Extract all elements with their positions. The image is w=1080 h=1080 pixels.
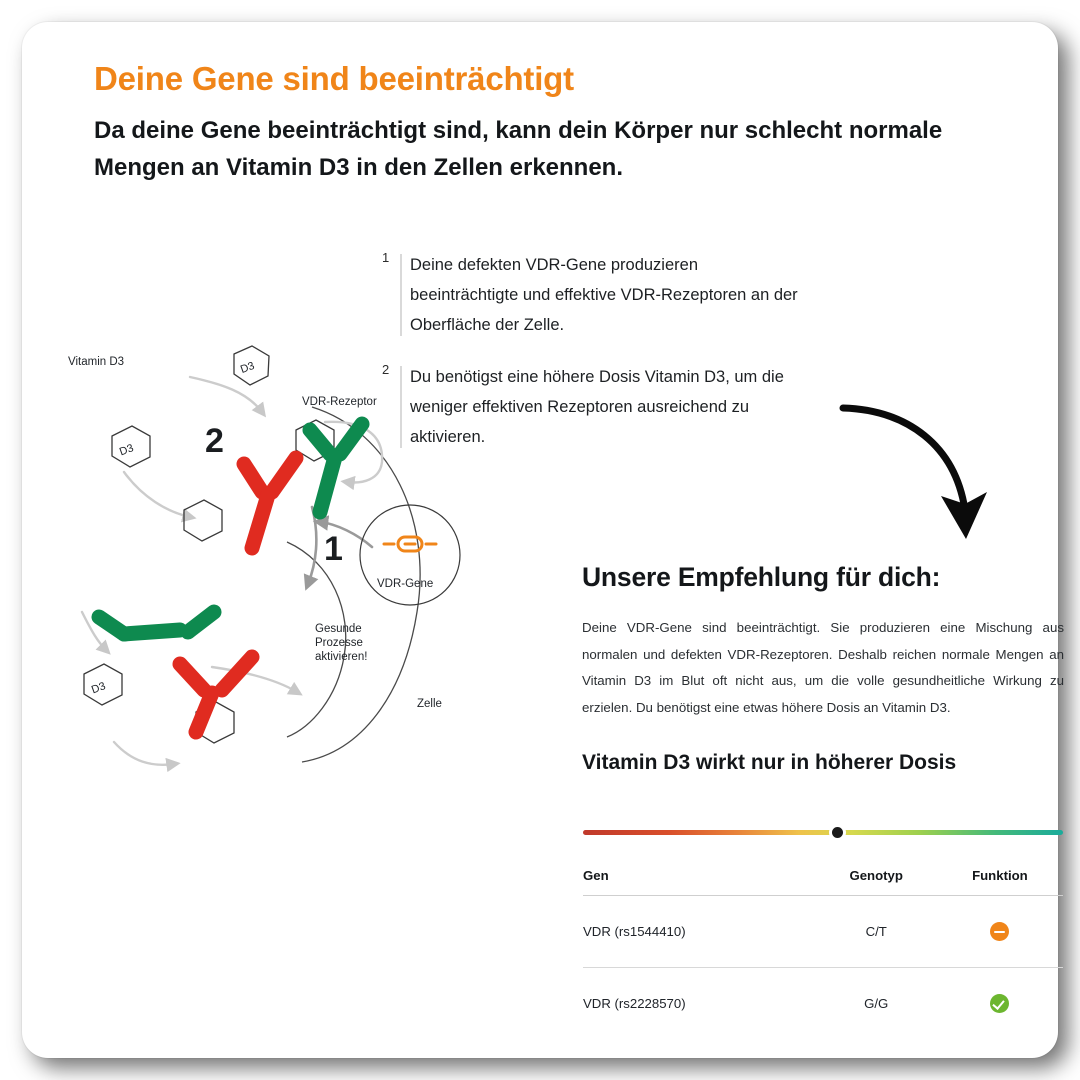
svg-text:1: 1 <box>324 530 343 568</box>
svg-text:D3: D3 <box>117 442 136 459</box>
illustration-label-vitamin: Vitamin D3 <box>68 356 125 368</box>
dose-scale <box>583 824 1063 850</box>
cell-funktion <box>937 968 1063 1040</box>
dose-scale-marker[interactable] <box>829 824 846 841</box>
table-row <box>583 968 1063 1040</box>
minus-circle-icon <box>990 922 1009 941</box>
cell-gen: VDR (rs2228570) <box>583 996 686 1011</box>
illustration-label-processes-1: Gesunde <box>315 623 362 635</box>
cell-gen: VDR (rs1544410) <box>583 896 816 968</box>
svg-text:2: 2 <box>205 422 224 460</box>
cell-receptor-illustration <box>62 312 582 792</box>
illustration-label-processes-3: aktivieren! <box>315 651 368 663</box>
recommendation-body: Deine VDR-Gene sind beeinträchtigt. Sie produzieren eine Mischung aus normalen und defekten VDR-Rezeptoren. Deshalb reichen normale Mengen an Vitamin D3 im Blut oft nicht aus, um die volle gesundheitliche Wirkung zu erzielen. Du benötigst eine etwas höhere Dosis an Vitamin D3. <box>582 620 1064 715</box>
illustration-label-processes-2: Prozesse <box>315 637 363 649</box>
note-text: Du benötigst eine höhere Dosis Vitamin D3, um die weniger effektiven Rezeptoren ausreichend zu aktivieren. <box>410 368 784 447</box>
note-number: 2 <box>382 362 390 378</box>
illustration-label-cell: Zelle <box>417 698 442 710</box>
recommendation-block <box>582 562 1064 775</box>
column-header-funktion: Funktion <box>937 860 1063 896</box>
note-text: Deine defekten VDR-Gene produzieren beeinträchtigte und effektive VDR-Rezeptoren an der Oberfläche der Zelle. <box>410 256 798 335</box>
content-card <box>22 22 1064 1058</box>
recommendation-heading: Unsere Empfehlung für dich: <box>582 562 941 592</box>
illustration-label-receptor: VDR-Rezeptor <box>302 396 377 408</box>
column-header-gen: Gen <box>583 860 816 896</box>
page-subtitle: Da deine Gene beeinträchtigt sind, kann dein Körper nur schlecht normale Mengen an Vitamin D3 in den Zellen erkennen. <box>94 117 943 182</box>
table-row <box>583 896 1063 968</box>
cell-genotyp: G/G <box>864 996 889 1011</box>
cell-funktion <box>937 896 1063 968</box>
svg-text:D3: D3 <box>89 680 108 697</box>
cell-genotyp: C/T <box>816 896 937 968</box>
page-title: Deine Gene sind beeinträchtigt <box>94 60 574 97</box>
svg-text:D3: D3 <box>238 359 257 376</box>
dose-scale-track <box>583 830 1063 835</box>
curved-down-arrow-icon <box>837 400 1007 550</box>
recommendation-subheading: Vitamin D3 wirkt nur in höherer Dosis <box>582 751 957 775</box>
check-circle-icon <box>990 994 1009 1013</box>
note-number: 1 <box>382 250 390 265</box>
column-header-genotyp: Genotyp <box>816 860 937 896</box>
table-header-row <box>583 860 1063 896</box>
gene-table <box>583 860 1063 1039</box>
illustration-label-gene: VDR-Gene <box>377 578 434 590</box>
